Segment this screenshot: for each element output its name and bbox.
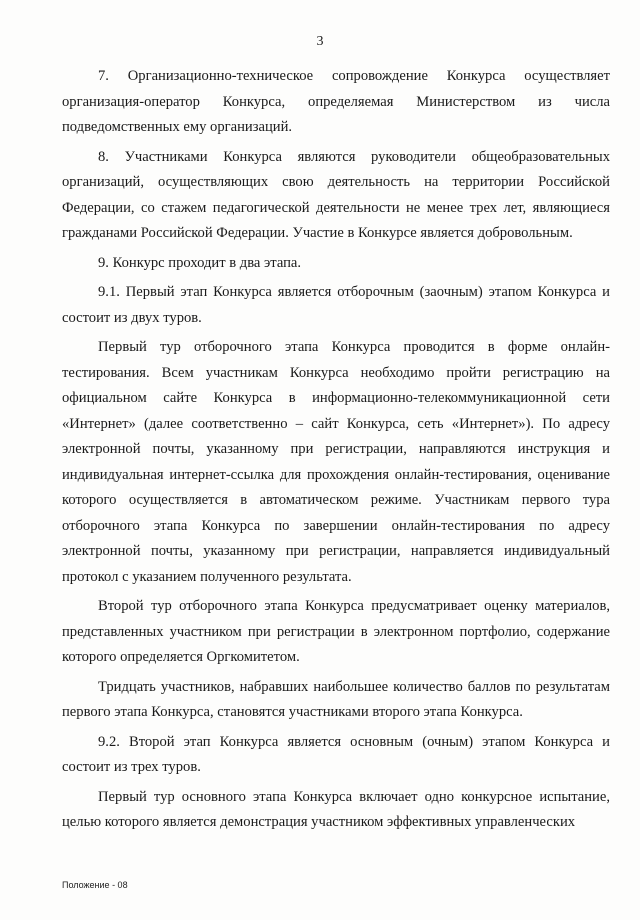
paragraph-9-2: 9.2. Второй этап Конкурса является основным (очным) этапом Конкурса и состоит из трех туров. (62, 733, 610, 775)
footer-label: Положение - 08 (62, 880, 128, 890)
document-body (62, 64, 610, 840)
paragraph-9-1: 9.1. Первый этап Конкурса является отборочным (заочным) этапом Конкурса и состоит из двух туров. (62, 284, 610, 326)
page-number: 3 (316, 34, 324, 49)
paragraph-7: 7. Организационно-техническое сопровождение Конкурса осуществляет организация-оператор Конкурса, определяемая Министерством из числа подведомственных ему организаций. (62, 68, 610, 135)
paragraph-9: 9. Конкурс проходит в два этапа. (98, 254, 302, 271)
paragraph-first-round-main: Первый тур основного этапа Конкурса включает одно конкурсное испытание, целью которого является демонстрация участником эффективных управленческих (62, 788, 610, 830)
paragraph-8: 8. Участниками Конкурса являются руководители общеобразовательных организаций, осуществляющих свою деятельность на территории Российской Федерации, со стажем педагогической деятельности не менее трех лет, являющиеся гражданами Российской Федерации. Участие в Конкурсе является добровольным. (62, 148, 610, 241)
paragraph-first-round-selection: Первый тур отборочного этапа Конкурса проводится в форме онлайн-тестирования. Всем участникам Конкурса необходимо пройти регистрацию на официальном сайте Конкурса в информационно-телекоммуникационной сети «Интернет» (далее соответственно – сайт Конкурса, сеть «Интернет»). По адресу электронной почты, указанному при регистрации, направляются инструкция и индивидуальная интернет-ссылка для прохождения онлайн-тестирования, оценивание которого осуществляется в автоматическом режиме. Участникам первого тура отборочного этапа Конкурса по завершении онлайн-тестирования по адресу электронной почты, указанному при регистрации, направляется индивидуальный протокол с указанием полученного результата. (62, 339, 610, 585)
paragraph-second-round-selection: Второй тур отборочного этапа Конкурса предусматривает оценку материалов, представленных участником при регистрации в электронном портфолио, содержание которого определяется Оргкомитетом. (62, 598, 610, 665)
paragraph-thirty-participants: Тридцать участников, набравших наибольшее количество баллов по результатам первого этапа Конкурса, становятся участниками второго этапа Конкурса. (62, 678, 610, 720)
